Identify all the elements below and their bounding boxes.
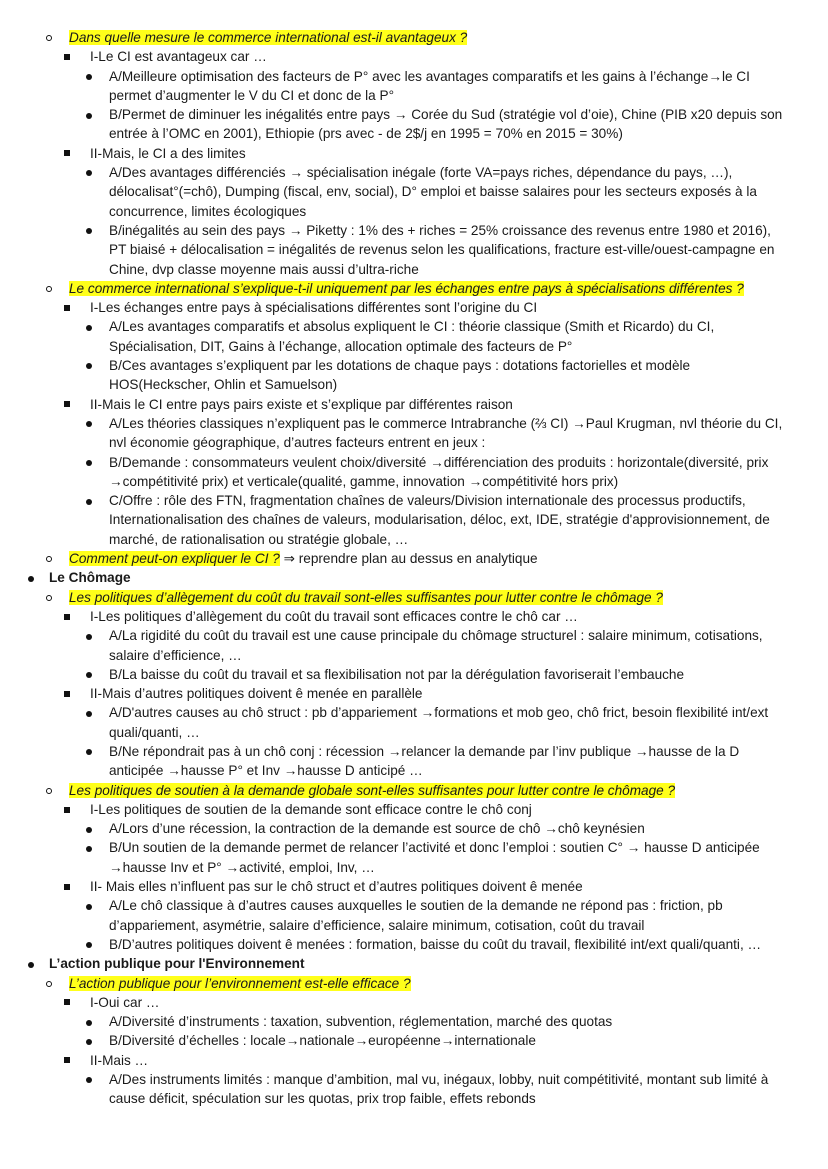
question-text: Les politiques de soutien à la demande globale sont-elles suffisantes pour lutter contre le chômage ? (69, 782, 676, 798)
dot-bullet-icon (86, 414, 92, 433)
dot-bullet-icon (86, 1070, 92, 1089)
point-row (0, 838, 828, 877)
square-bullet-icon (64, 800, 70, 819)
part-text: I-Les échanges entre pays à spécialisations différentes sont l’origine du CI (90, 300, 538, 316)
question-text: Le commerce international s’explique-t-il uniquement par les échanges entre pays à spécialisations différentes ? (69, 280, 744, 296)
square-bullet-icon (64, 684, 70, 703)
point-row (0, 742, 828, 781)
part-text: I-Le CI est avantageux car … (90, 49, 267, 65)
question-row (0, 549, 828, 568)
point-row (0, 317, 828, 356)
part-text: I-Oui car … (90, 994, 160, 1010)
question-row (0, 279, 828, 298)
point-text: B/Ces avantages s’expliquent par les dotations de chaque pays : dotations factorielles et modèle HOS(Heckscher, Ohlin et Samuelson) (109, 358, 691, 393)
dot-bullet-icon (86, 665, 92, 684)
point-text: B/Un soutien de la demande permet de relancer l’activité et donc l’emploi : soutien C° → hausse D anticipée →hausse Inv et P° →activité, emploi, Inv, … (109, 840, 760, 875)
point-row (0, 67, 828, 106)
dot-bullet-icon (28, 568, 34, 587)
point-text: C/Offre : rôle des FTN, fragmentation chaînes de valeurs/Division internationale des processus productifs, Internationalisation des chaînes de valeurs, modularisation, déloc, ext, IDE, stratégie d'approvisionnement, de marché, de rationalisation ou stratégie globale, … (109, 493, 770, 547)
point-row (0, 819, 828, 838)
point-row (0, 414, 828, 453)
point-text: B/Demande : consommateurs veulent choix/diversité →différenciation des produits : horizontale(diversité, prix →compétitivité prix) et verticale(qualité, gamme, innovation →compétitivité hors prix) (109, 454, 769, 489)
section-title: L’action publique pour l'Environnement (49, 956, 305, 972)
part-text: II- Mais elles n’influent pas sur le chô struct et d’autres politiques doivent ê menée (90, 879, 583, 895)
question-note: ⇒ reprendre plan au dessus en analytique (279, 551, 538, 567)
point-text: A/Des avantages différenciés → spécialisation inégale (forte VA=pays riches, dépendance du pays, …), délocalisat°(=chô), Dumping (fiscal, env, social), D° emploi et baisse salaires pour les secteurs exposés à la concurrence, limites écologiques (109, 165, 757, 219)
part-text: II-Mais d’autres politiques doivent ê menée en parallèle (90, 686, 423, 702)
question-row (0, 974, 828, 993)
point-text: B/Permet de diminuer les inégalités entre pays → Corée du Sud (stratégie vol d’oie), Chine (PIB x20 depuis son entrée à l’OMC en 2001), Ethiopie (prs avec - de 2$/j en 1995 = 70% en 2015 = 30%) (109, 107, 783, 142)
part-row (0, 395, 828, 414)
point-text: A/Lors d’une récession, la contraction de la demande est source de chô →chô keynésien (109, 821, 645, 837)
point-row (0, 453, 828, 492)
question-text: Dans quelle mesure le commerce international est-il avantageux ? (69, 30, 468, 45)
square-bullet-icon (64, 1051, 70, 1070)
point-text: B/D’autres politiques doivent ê menées : formation, baisse du coût du travail, flexibilité int/ext quali/quanti, … (109, 936, 762, 952)
point-row (0, 1031, 828, 1050)
part-row (0, 684, 828, 703)
square-bullet-icon (64, 877, 70, 896)
question-row (0, 28, 828, 47)
part-row (0, 1051, 828, 1070)
hollow-circle-bullet-icon (46, 588, 52, 607)
point-row (0, 896, 828, 935)
hollow-circle-bullet-icon (46, 28, 52, 47)
dot-bullet-icon (86, 703, 92, 722)
part-text: II-Mais … (90, 1052, 149, 1068)
section-title-row (0, 568, 828, 587)
point-text: A/Les avantages comparatifs et absolus expliquent le CI : théorie classique (Smith et Ricardo) du CI, Spécialisation, DIT, Gains à l’échange, allocation optimale des facteurs de P° (109, 319, 715, 354)
part-text: II-Mais le CI entre pays pairs existe et s’explique par différentes raison (90, 396, 513, 412)
dot-bullet-icon (86, 163, 92, 182)
dot-bullet-icon (86, 453, 92, 472)
point-text: A/Le chô classique à d’autres causes auxquelles le soutien de la demande ne répond pas : friction, pb d’appariement, asymétrie, salaire d’efficience, salaire minimum, cotisation, coût du travail (109, 898, 723, 933)
point-text: B/Ne répondrait pas à un chô conj : récession →relancer la demande par l’inv publique →hausse de la D anticipée →hausse P° et Inv →hausse D anticipé … (109, 743, 740, 779)
point-text: B/La baisse du coût du travail et sa flexibilisation not par la dérégulation favoriserait l’embauche (109, 666, 685, 682)
dot-bullet-icon (86, 935, 92, 954)
dot-bullet-icon (86, 1012, 92, 1031)
point-row (0, 626, 828, 665)
point-row (0, 1070, 828, 1109)
dot-bullet-icon (86, 317, 92, 336)
dot-bullet-icon (86, 896, 92, 915)
point-text: B/inégalités au sein des pays → Piketty : 1% des + riches = 25% croissance des revenus entre 1980 et 2016), PT biaisé + délocalisation = inégalités de revenus selon les qualifications, fracture est-ville/ouest-campagne en Chine, dvp classe moyenne mais aussi d’ultra-riche (109, 222, 775, 277)
square-bullet-icon (64, 607, 70, 626)
hollow-circle-bullet-icon (46, 279, 52, 298)
dot-bullet-icon (86, 356, 92, 375)
section-title: Le Chômage (49, 570, 131, 586)
part-row (0, 144, 828, 163)
point-text: A/D'autres causes au chô struct : pb d’appariement →formations et mob geo, chô frict, besoin flexibilité int/ext quali/quanti, … (109, 705, 769, 740)
square-bullet-icon (64, 298, 70, 317)
point-row (0, 105, 828, 144)
dot-bullet-icon (86, 742, 92, 761)
dot-bullet-icon (86, 819, 92, 838)
section-title-row (0, 954, 828, 973)
dot-bullet-icon (86, 105, 92, 124)
square-bullet-icon (64, 47, 70, 66)
dot-bullet-icon (86, 626, 92, 645)
point-row (0, 703, 828, 742)
dot-bullet-icon (86, 838, 92, 857)
hollow-circle-bullet-icon (46, 781, 52, 800)
square-bullet-icon (64, 395, 70, 414)
point-text: A/La rigidité du coût du travail est une cause principale du chômage structurel : salaire minimum, cotisations, salaire d’efficience, … (109, 628, 763, 663)
part-row (0, 47, 828, 66)
point-text: A/Meilleure optimisation des facteurs de P° avec les avantages comparatifs et les gains à l’échange→le CI permet d’augmenter le V du CI et donc de la P° (109, 68, 750, 103)
dot-bullet-icon (86, 1031, 92, 1050)
square-bullet-icon (64, 993, 70, 1012)
part-text: I-Les politiques de soutien de la demande sont efficace contre le chô conj (90, 801, 532, 817)
point-row (0, 221, 828, 279)
point-text: B/Diversité d’échelles : locale→nationale→européenne→internationale (109, 1033, 536, 1049)
question-row (0, 781, 828, 800)
question-row (0, 588, 828, 607)
part-row (0, 800, 828, 819)
square-bullet-icon (64, 144, 70, 163)
point-row (0, 665, 828, 684)
part-row (0, 877, 828, 896)
dot-bullet-icon (86, 491, 92, 510)
question-text: Comment peut-on expliquer le CI ? (69, 551, 280, 567)
question-text: L’action publique pour l’environnement est-elle efficace ? (69, 975, 411, 991)
dot-bullet-icon (86, 221, 92, 240)
dot-bullet-icon (28, 954, 34, 973)
dot-bullet-icon (86, 67, 92, 86)
part-text: II-Mais, le CI a des limites (90, 145, 246, 161)
point-row (0, 163, 828, 221)
part-text: I-Les politiques d’allègement du coût du travail sont efficaces contre le chô car … (90, 608, 578, 624)
point-row (0, 356, 828, 395)
question-text: Les politiques d’allègement du coût du travail sont-elles suffisantes pour lutter contre le chômage ? (69, 589, 663, 605)
part-row (0, 298, 828, 317)
part-row (0, 993, 828, 1012)
point-text: A/Des instruments limités : manque d’ambition, mal vu, inégaux, lobby, nuit compétitivité, montant sub limité à cause déficit, spéculation sur les quotas, prix trop faible, effets rebonds (109, 1072, 769, 1107)
hollow-circle-bullet-icon (46, 549, 52, 568)
point-row (0, 935, 828, 954)
point-row (0, 1012, 828, 1031)
part-row (0, 607, 828, 626)
point-text: A/Diversité d’instruments : taxation, subvention, réglementation, marché des quotas (109, 1014, 613, 1030)
point-text: A/Les théories classiques n’expliquent pas le commerce Intrabranche (⅔ CI) →Paul Krugman, nvl théorie du CI, nvl économie géographique, d’autres facteurs entrent en jeux : (109, 415, 783, 451)
hollow-circle-bullet-icon (46, 974, 52, 993)
point-row (0, 491, 828, 549)
